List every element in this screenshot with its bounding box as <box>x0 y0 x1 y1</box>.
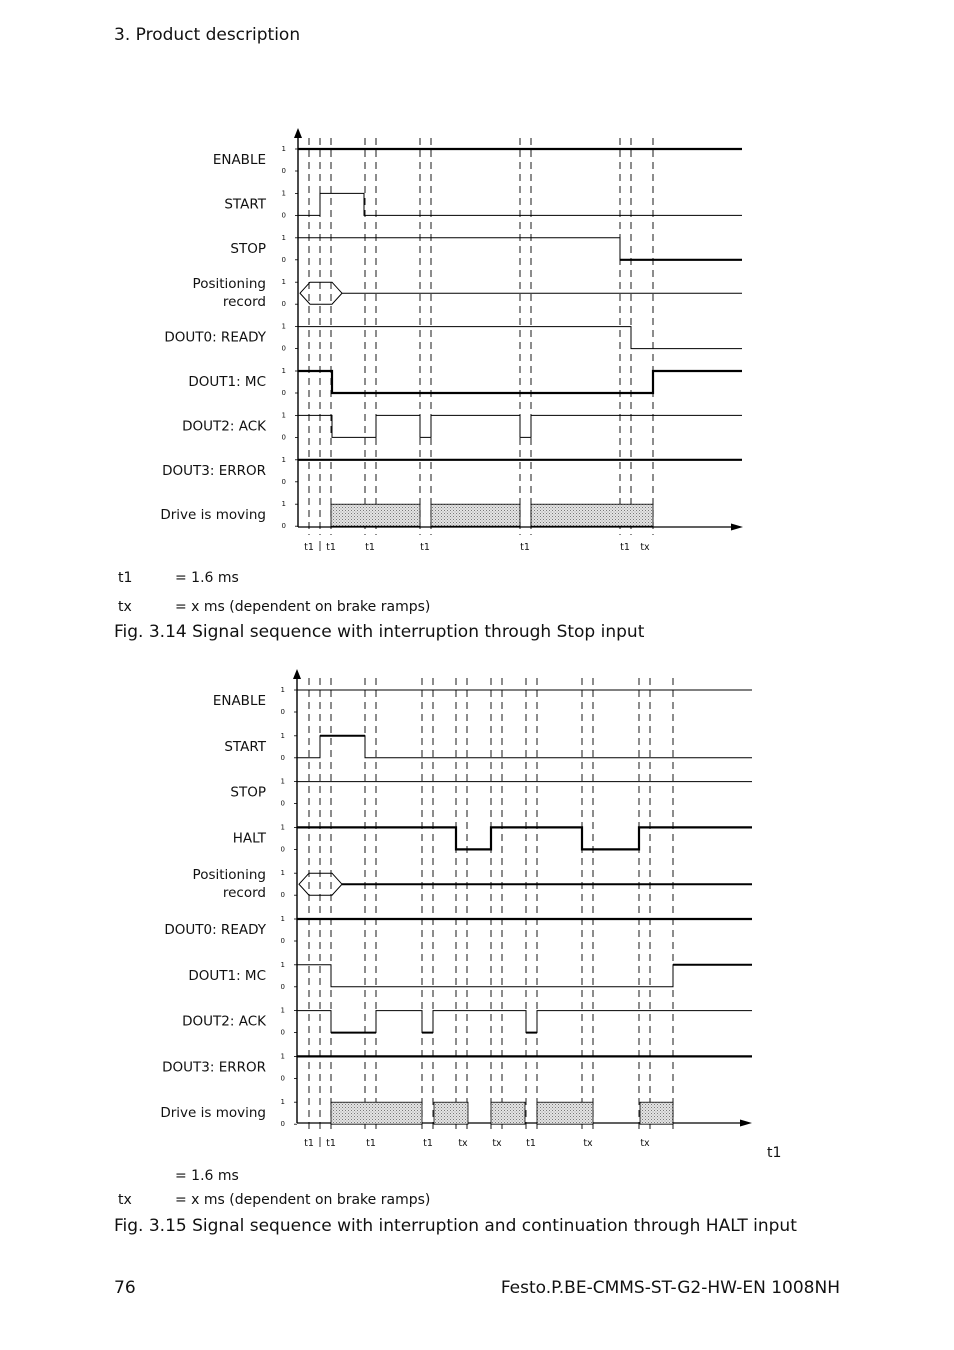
signal-label: ENABLE <box>212 152 266 168</box>
legend-t1-symbol: t1 <box>118 570 133 586</box>
time-mark-label: t1 <box>326 1138 336 1149</box>
level-low-label: 0 <box>280 891 285 900</box>
legend-tx-symbol: tx <box>118 599 132 615</box>
level-low-label: 0 <box>281 389 286 397</box>
positioning-record-valid-shape <box>300 282 342 304</box>
time-mark-label: t1 <box>304 1138 314 1149</box>
level-low-label: 0 <box>280 1028 285 1037</box>
signal-label: Positioning <box>192 276 266 293</box>
level-high-label: 1 <box>281 189 286 198</box>
signal-label: START <box>224 196 266 213</box>
level-low-label: 0 <box>281 255 286 264</box>
drive-moving-block <box>434 1102 468 1124</box>
level-high-label: 1 <box>281 367 286 375</box>
level-high-label: 1 <box>280 915 285 923</box>
legend-tx-text: = x ms (dependent on brake ramps) <box>175 599 431 615</box>
drive-moving-block <box>531 504 653 526</box>
time-mark-label: t1 <box>326 542 336 553</box>
signal-label: DOUT2: ACK <box>182 418 266 435</box>
time-mark-label: t1 <box>365 542 375 553</box>
signal-label: STOP <box>230 784 266 801</box>
level-low-label: 0 <box>281 300 286 309</box>
level-low-label: 0 <box>280 799 285 808</box>
time-mark-label: t1 <box>304 542 314 553</box>
level-high-label: 1 <box>281 278 286 287</box>
level-low-label: 0 <box>280 982 285 991</box>
signal-label: record <box>222 885 266 902</box>
time-mark-label: t1 <box>526 1138 536 1149</box>
drive-moving-block <box>331 1102 422 1124</box>
level-high-label: 1 <box>280 869 285 878</box>
level-high-label: 1 <box>280 1098 285 1107</box>
legend2-t1-symbol: t1 <box>767 1145 782 1161</box>
level-low-label: 0 <box>281 477 286 486</box>
time-mark-label: t1 <box>520 542 530 553</box>
signal-label: DOUT3: ERROR <box>162 1059 266 1076</box>
signal-label: Positioning <box>192 867 266 884</box>
level-low-label: 0 <box>281 211 286 220</box>
legend2-tx-text: = x ms (dependent on brake ramps) <box>175 1192 431 1208</box>
time-mark-label: t1 <box>423 1138 433 1149</box>
signal-label: record <box>222 294 266 311</box>
signal-sequence-diagram-stop <box>160 128 743 553</box>
drive-moving-block <box>331 504 420 526</box>
figure-caption-3-14: Fig. 3.14 Signal sequence with interruption through Stop input <box>114 622 645 642</box>
level-high-label: 1 <box>281 411 286 420</box>
time-mark-label: t1 <box>366 1138 376 1149</box>
time-mark-label: tx <box>583 1138 593 1149</box>
signal-label: DOUT2: ACK <box>182 1013 266 1030</box>
time-mark-label: tx <box>640 542 650 553</box>
signal-label: DOUT1: MC <box>188 374 266 390</box>
drive-moving-block <box>491 1102 525 1124</box>
signal-label: Drive is moving <box>160 1105 266 1122</box>
level-high-label: 1 <box>280 777 285 786</box>
signal-waveform <box>297 736 752 758</box>
document-id: Festo.P.BE-CMMS-ST-G2-HW-EN 1008NH <box>500 1278 840 1298</box>
signal-label: DOUT3: ERROR <box>162 462 266 479</box>
signal-label: STOP <box>230 240 266 257</box>
level-high-label: 1 <box>281 500 286 509</box>
signal-sequence-diagram-halt <box>160 669 752 1149</box>
signal-label: HALT <box>232 830 266 847</box>
drive-moving-block <box>431 504 520 526</box>
signal-label: ENABLE <box>212 693 266 709</box>
legend2-tx-symbol: tx <box>118 1192 132 1208</box>
time-mark-label: t1 <box>620 542 630 553</box>
y-axis-arrow <box>293 669 301 679</box>
drive-moving-block <box>537 1102 593 1124</box>
time-mark-label: tx <box>640 1138 650 1149</box>
legend2-t1-text: = 1.6 ms <box>175 1168 239 1184</box>
level-high-label: 1 <box>280 686 285 694</box>
level-low-label: 0 <box>280 1074 285 1083</box>
page-number: 76 <box>114 1278 136 1298</box>
time-mark-label: t1 <box>420 542 430 553</box>
level-low-label: 0 <box>280 1120 285 1129</box>
level-low-label: 0 <box>280 753 285 762</box>
signal-label: DOUT0: READY <box>164 329 266 346</box>
level-high-label: 1 <box>280 1052 285 1061</box>
time-axis-arrow <box>740 1120 752 1127</box>
level-low-label: 0 <box>281 433 286 442</box>
level-high-label: 1 <box>280 960 285 969</box>
time-axis-arrow <box>731 524 743 531</box>
level-high-label: 1 <box>280 823 285 832</box>
level-high-label: 1 <box>281 233 286 242</box>
level-high-label: 1 <box>280 1006 285 1015</box>
drive-moving-block <box>640 1102 673 1124</box>
signal-label: DOUT0: READY <box>164 922 266 938</box>
time-mark-label: tx <box>458 1138 468 1149</box>
level-low-label: 0 <box>280 845 285 854</box>
positioning-record-valid-shape <box>299 873 342 895</box>
level-high-label: 1 <box>281 322 286 331</box>
legend-t1-text: = 1.6 ms <box>175 570 239 586</box>
signal-label: DOUT1: MC <box>188 967 266 984</box>
level-low-label: 0 <box>281 344 286 353</box>
level-high-label: 1 <box>281 455 286 464</box>
figure-caption-3-15: Fig. 3.15 Signal sequence with interruption and continuation through HALT input <box>114 1216 797 1236</box>
time-mark-label: tx <box>492 1138 502 1149</box>
level-low-label: 0 <box>280 937 285 945</box>
level-low-label: 0 <box>281 522 286 531</box>
section-header: 3. Product description <box>114 25 301 45</box>
level-high-label: 1 <box>280 731 285 740</box>
level-low-label: 0 <box>280 708 285 716</box>
signal-label: Drive is moving <box>160 507 266 524</box>
level-high-label: 1 <box>281 145 286 153</box>
signal-label: START <box>224 738 266 755</box>
y-axis-arrow <box>294 128 302 138</box>
level-low-label: 0 <box>281 167 286 175</box>
